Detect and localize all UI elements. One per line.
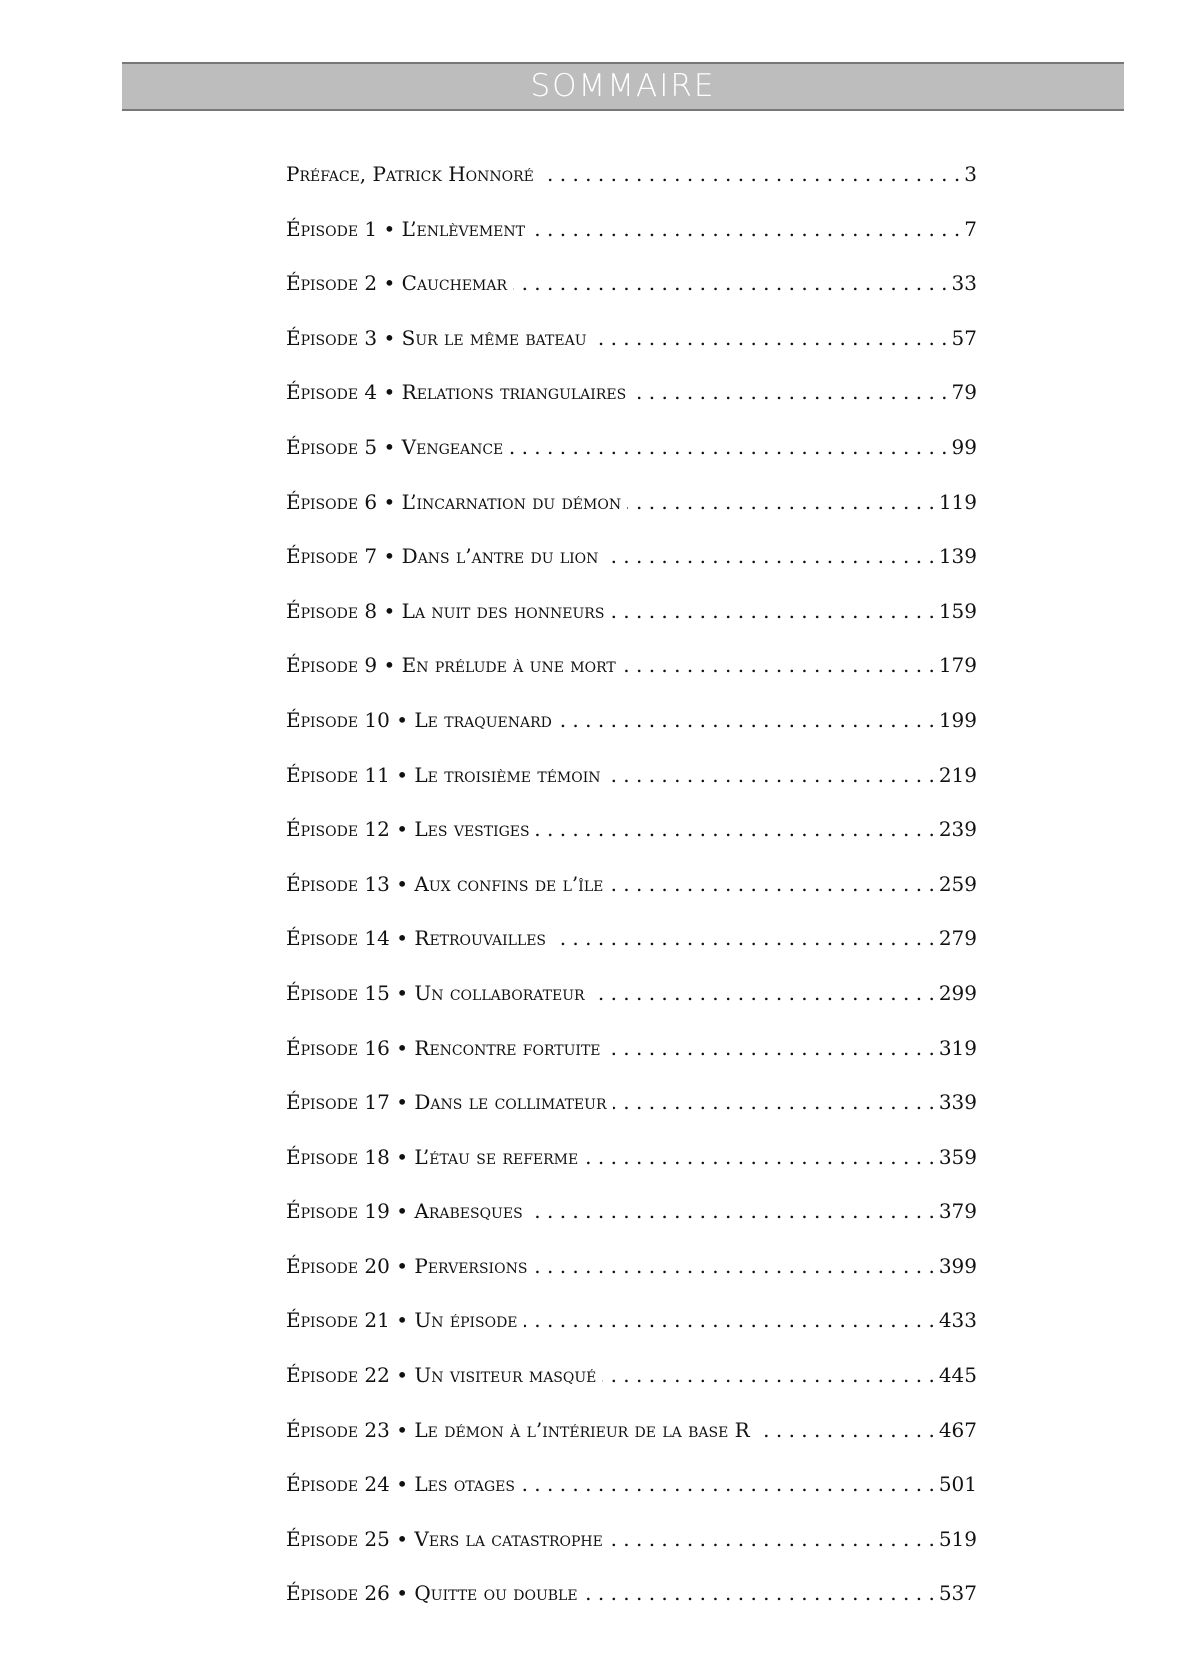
dot-leader (610, 599, 934, 623)
toc-entry-title: Épisode 23 • Le démon à l’intérieur de la base R (286, 1417, 750, 1442)
section-header (122, 62, 1124, 111)
dot-leader (509, 435, 947, 459)
toc-entry[interactable] (286, 544, 977, 599)
toc-entry[interactable] (286, 599, 977, 654)
toc-entry[interactable] (286, 217, 977, 272)
toc-entry[interactable] (286, 326, 977, 381)
toc-entry-page: 219 (938, 762, 977, 787)
toc-entry-page: 467 (938, 1417, 977, 1442)
toc-entry-page: 7 (964, 216, 977, 241)
toc-entry[interactable] (286, 1363, 977, 1418)
toc-entry-page: 519 (938, 1526, 977, 1551)
dot-leader (607, 1036, 935, 1060)
dot-leader (607, 763, 935, 787)
toc-entry-title: Épisode 5 • Vengeance (286, 434, 504, 459)
toc-entry[interactable] (286, 817, 977, 872)
dot-leader (531, 217, 960, 241)
toc-entry-title: Épisode 3 • Sur le même bateau (286, 325, 587, 350)
dot-leader (529, 1199, 935, 1223)
toc-entry[interactable] (286, 435, 977, 490)
toc-entry[interactable] (286, 1308, 977, 1363)
toc-entry-page: 119 (938, 489, 977, 514)
dot-leader (613, 1090, 935, 1114)
toc-entry-page: 319 (938, 1035, 977, 1060)
dot-leader (536, 817, 935, 841)
toc-entry-page: 139 (938, 544, 977, 569)
dot-leader (584, 1145, 935, 1169)
toc-entry-page: 399 (938, 1253, 977, 1278)
toc-entry-page: 339 (938, 1090, 977, 1115)
toc-entry-title: Épisode 6 • L’incarnation du démon (286, 489, 622, 514)
toc-entry-page: 57 (951, 325, 977, 350)
toc-entry-title: Épisode 18 • L’étau se referme (286, 1144, 579, 1169)
page-title: SOMMAIRE (530, 68, 716, 104)
dot-leader (627, 490, 935, 514)
toc-entry-title: Épisode 20 • Perversions (286, 1253, 528, 1278)
toc-entry[interactable] (286, 763, 977, 818)
table-of-contents (286, 162, 977, 1636)
dot-leader (604, 544, 934, 568)
dot-leader (584, 1581, 935, 1605)
toc-entry[interactable] (286, 1199, 977, 1254)
toc-entry[interactable] (286, 1527, 977, 1582)
dot-leader (524, 1308, 935, 1332)
toc-entry[interactable] (286, 1254, 977, 1309)
dot-leader (591, 981, 935, 1005)
dot-leader (609, 1527, 935, 1551)
toc-entry-title: Épisode 25 • Vers la catastrophe (286, 1526, 603, 1551)
toc-entry-page: 359 (938, 1144, 977, 1169)
toc-entry-page: 279 (938, 926, 977, 951)
toc-entry-title: Épisode 11 • Le troisième témoin (286, 762, 601, 787)
toc-entry[interactable] (286, 490, 977, 545)
toc-entry-page: 99 (951, 434, 977, 459)
dot-leader (602, 1363, 934, 1387)
toc-entry[interactable] (286, 1581, 977, 1636)
toc-entry-page: 259 (938, 871, 977, 896)
toc-entry-page: 501 (938, 1472, 977, 1497)
toc-entry-title: Épisode 15 • Un collaborateur (286, 980, 585, 1005)
toc-entry[interactable] (286, 162, 977, 217)
toc-entry-title: Épisode 2 • Cauchemar (286, 271, 507, 296)
toc-entry-title: Préface, Patrick Honnoré (286, 162, 534, 186)
toc-entry-page: 537 (938, 1581, 977, 1606)
toc-entry-page: 299 (938, 980, 977, 1005)
toc-entry-title: Épisode 13 • Aux confins de l’île (286, 871, 604, 896)
toc-entry-title: Épisode 21 • Un épisode (286, 1308, 518, 1333)
toc-entry-title: Épisode 24 • Les otages (286, 1472, 515, 1497)
toc-entry[interactable] (286, 1090, 977, 1145)
toc-entry-title: Épisode 19 • Arabesques (286, 1199, 523, 1224)
toc-entry-page: 379 (938, 1199, 977, 1224)
toc-entry[interactable] (286, 1145, 977, 1200)
dot-leader (540, 162, 960, 186)
toc-entry-title: Épisode 22 • Un visiteur masqué (286, 1363, 597, 1388)
toc-entry-title: Épisode 7 • Dans l’antre du lion (286, 544, 599, 569)
dot-leader (632, 380, 947, 404)
toc-entry-title: Épisode 12 • Les vestiges (286, 817, 530, 842)
toc-entry-page: 445 (938, 1363, 977, 1388)
toc-entry-page: 33 (951, 271, 977, 296)
toc-entry-page: 199 (938, 707, 977, 732)
toc-entry[interactable] (286, 271, 977, 326)
toc-entry-page: 3 (964, 162, 977, 186)
dot-leader (513, 271, 948, 295)
toc-entry[interactable] (286, 981, 977, 1036)
toc-entry[interactable] (286, 872, 977, 927)
toc-entry-title: Épisode 17 • Dans le collimateur (286, 1090, 607, 1115)
toc-entry-title: Épisode 9 • En prélude à une mort (286, 653, 616, 678)
toc-entry-page: 239 (938, 817, 977, 842)
dot-leader (609, 872, 934, 896)
dot-leader (622, 653, 935, 677)
toc-entry[interactable] (286, 926, 977, 981)
dot-leader (756, 1418, 935, 1442)
toc-entry[interactable] (286, 380, 977, 435)
toc-entry[interactable] (286, 1036, 977, 1091)
toc-entry-title: Épisode 1 • L’enlèvement (286, 216, 525, 241)
dot-leader (521, 1472, 935, 1496)
dot-leader (552, 926, 935, 950)
toc-entry-title: Épisode 10 • Le traquenard (286, 707, 552, 732)
dot-leader (593, 326, 948, 350)
toc-entry-page: 433 (938, 1308, 977, 1333)
toc-entry[interactable] (286, 1418, 977, 1473)
dot-leader (533, 1254, 934, 1278)
toc-entry-page: 179 (938, 653, 977, 678)
toc-entry-title: Épisode 8 • La nuit des honneurs (286, 598, 605, 623)
toc-entry-page: 159 (938, 598, 977, 623)
toc-entry-title: Épisode 16 • Rencontre fortuite (286, 1035, 601, 1060)
toc-entry-page: 79 (951, 380, 977, 405)
toc-entry-title: Épisode 14 • Retrouvailles (286, 926, 547, 951)
toc-entry[interactable] (286, 708, 977, 763)
toc-entry[interactable] (286, 1472, 977, 1527)
toc-entry-title: Épisode 4 • Relations triangulaires (286, 380, 627, 405)
toc-entry[interactable] (286, 653, 977, 708)
toc-entry-title: Épisode 26 • Quitte ou double (286, 1581, 578, 1606)
dot-leader (558, 708, 935, 732)
